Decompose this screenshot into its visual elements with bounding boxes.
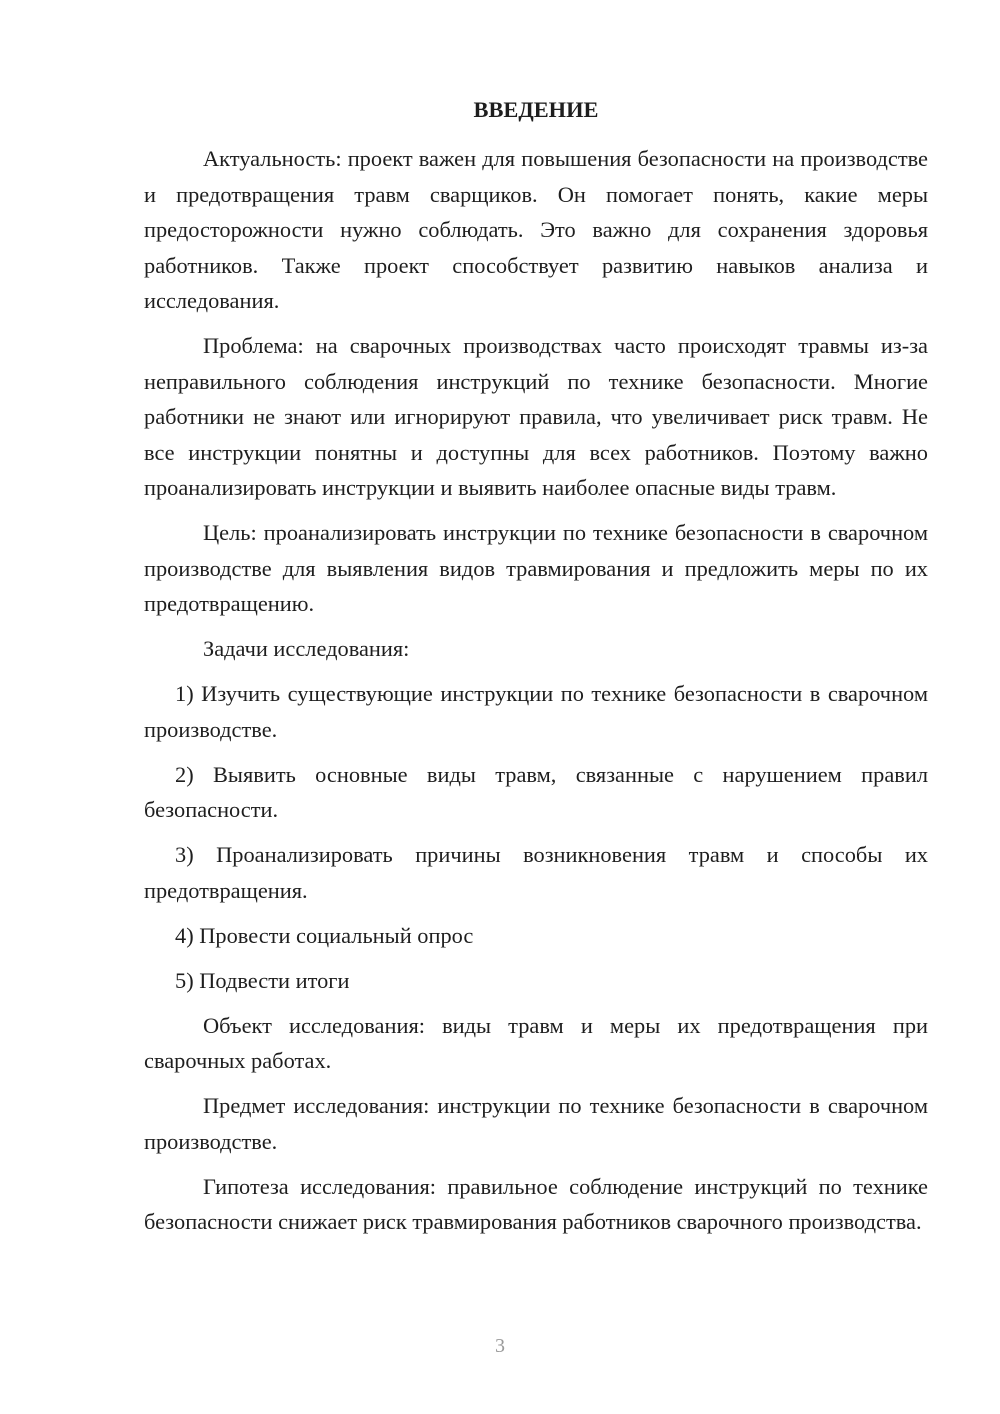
document-body <box>144 141 928 1249</box>
page-title: ВВЕДЕНИЕ <box>473 97 599 122</box>
paragraph-goal: Цель: проанализировать инструкции по технике безопасности в сварочном производстве для выявления видов травмирования и предложить меры по их предотвращению. <box>144 520 928 616</box>
paragraph-subject: Предмет исследования: инструкции по технике безопасности в сварочном производстве. <box>144 1093 928 1154</box>
paragraph-tasks-heading: Задачи исследования: <box>203 636 410 661</box>
paragraph-hypothesis: Гипотеза исследования: правильное соблюдение инструкций по технике безопасности снижает риск травмирования работников сварочного производства. <box>144 1173 928 1234</box>
page-number: 3 <box>495 1335 505 1357</box>
task-item: 3) Проанализировать причины возникновения травм и способы их предотвращения. <box>144 842 928 903</box>
task-item: 4) Провести социальный опрос <box>175 922 474 948</box>
paragraph-relevance: Актуальность: проект важен для повышения безопасности на производстве и предотвращения травм сварщиков. Он помогает понять, какие меры предосторожности нужно соблюдать. Это важно для сохранения здоровья работников. Также проект способствует развитию навыков анализа и исследования. <box>144 146 928 313</box>
task-item: 1) Изучить существующие инструкции по технике безопасности в сварочном производстве. <box>144 681 928 742</box>
task-item: 2) Выявить основные виды травм, связанные с нарушением правил безопасности. <box>144 761 928 822</box>
task-item: 5) Подвести итоги <box>175 967 350 993</box>
paragraph-object: Объект исследования: виды травм и меры их предотвращения при сварочных работах. <box>144 1012 928 1073</box>
paragraph-problem: Проблема: на сварочных производствах часто происходят травмы из-за неправильного соблюдения инструкций по технике безопасности. Многие работники не знают или игнорируют правила, что увеличивает риск травм. Не все инструкции понятны и доступны для всех работников. Поэтому важно проанализировать инструкции и выявить наиболее опасные виды травм. <box>144 333 928 500</box>
